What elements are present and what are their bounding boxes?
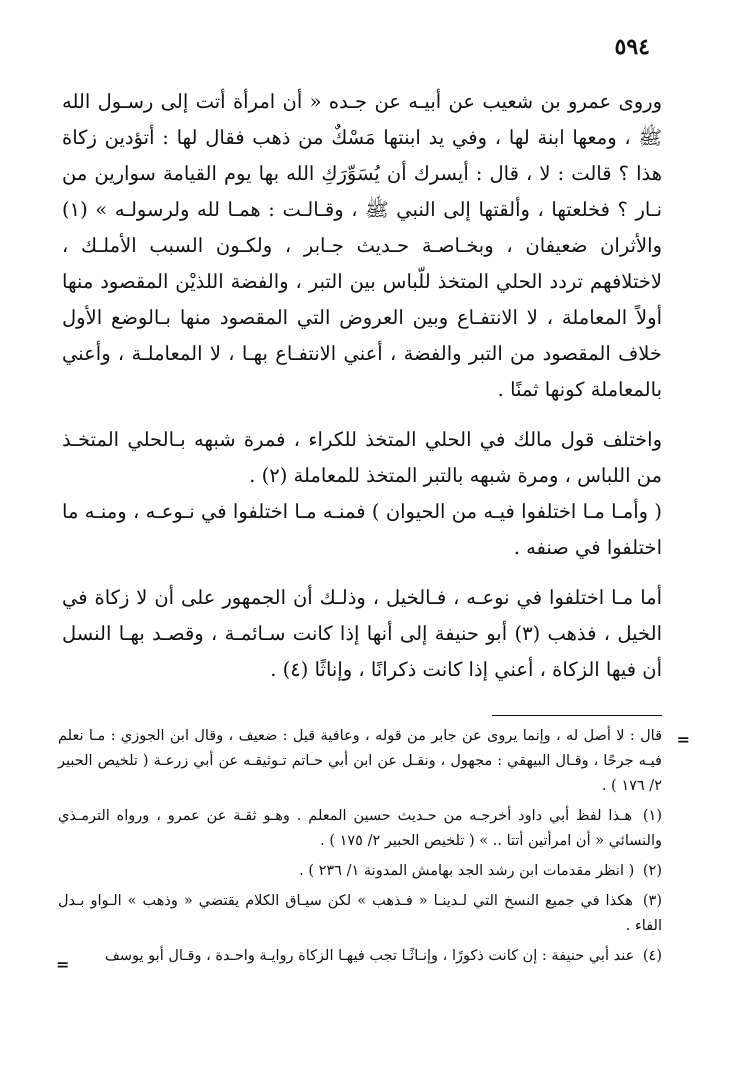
footnote-number: (٤) — [642, 948, 662, 964]
footnote-4 — [58, 944, 662, 969]
footnote-text: قال : لا أصل له ، وإنما يروى عن جابر من قوله ، وعافية قيل : ضعيف ، وقال ابن الجوزي : مـا نعلم فيـه جرحًا ، وقـال البيهقي : مجهول ، ونقـل عن ابن أبي حـاتم تـوثيقـه عن أبي زرعـة ( تلخيص الحبير ٢/ ١٧٦ ) . — [58, 728, 662, 794]
paragraph-2: واختلف قول مالك في الحلي المتخذ للكراء ، فمرة شبهه بـالحلي المتخـذ من اللباس ، ومرة شبهه بالتبر المتخذ للمعاملة (٢) . — [62, 428, 662, 487]
footnotes — [58, 724, 662, 974]
page-number: ٥٩٤ — [614, 34, 650, 60]
footnote-number: (٢) — [642, 863, 662, 879]
continuation-mark-top: = — [676, 730, 690, 749]
footnote-text: هكذا في جميع النسخ التي لـدينـا « فـذهب » لكن سيـاق الكلام يقتضي « وذهب » الـواو بـدل الفاء . — [58, 893, 662, 934]
footnote-2 — [58, 859, 662, 884]
footnote-1 — [58, 804, 662, 854]
footnote-text: عند أبي حنيفة : إن كانت ذكورًا ، وإنـاثًـا تجب فيهـا الزكاة روايـة واحـدة ، وقـال أبو يوسف — [104, 948, 635, 964]
footnote-3 — [58, 889, 662, 939]
paragraph-1: وروى عمرو بن شعيب عن أبيـه عن جـده « أن امرأة أتت إلى رسـول الله ﷺ ، ومعها ابنة لها ، وفي يد ابنتها مَسْكٌ من ذهب فقال لها : أتؤدين زكاة هذا ؟ قالت : لا ، قال : أيسرك أن يُسَوِّرَكِ الله بها يوم القيامة سوارين من نـار ؟ فخلعتها ، وألقتها إلى النبي ﷺ ، وقـالـت : همـا لله ولرسولـه » (١) والأثران ضعيفان ، وبخـاصـة حـديث جـابر ، ولكـون السبب الأملـك ، لاختلافهم تردد الحلي المتخذ للّباس بين التبر ، والفضة اللذيْن المقصود منها أولاً المعاملة ، لا الانتفـاع وبين العروض التي المقصود منها بـالوضع الأول خلاف المقصود من التبر والفضة ، أعني الانتفـاع بهـا ، لا المعاملـة ، وأعني بالمعاملة كونها ثمنًا . — [62, 90, 662, 401]
footnote-separator — [492, 715, 662, 716]
paragraph-4: أما مـا اختلفوا في نوعـه ، فـالخيل ، وذلـك أن الجمهور على أن لا زكاة في الخيل ، فذهب (٣) أبو حنيفة إلى أنها إذا كانت سـائمـة ، وقصـد بهـا النسل أن فيها الزكاة ، أعني إذا كانت ذكرانًا ، وإناثًا (٤) . — [62, 586, 662, 681]
footnote-text: ( انظر مقدمات ابن رشد الجد بهامش المدونة ١/ ٢٣٦ ) . — [299, 863, 635, 879]
footnote-number: (٣) — [642, 893, 663, 909]
paragraph-3: ( وأمـا مـا اختلفوا فيـه من الحيوان ) فمنـه مـا اختلفوا في نـوعـه ، ومنـه ما اختلفوا في صنفه . — [62, 500, 662, 559]
continuation-mark-bottom: = — [56, 955, 70, 974]
footnote-continued — [58, 724, 662, 799]
footnote-number: (١) — [642, 808, 662, 824]
footnote-text: هـذا لفظ أبي داود أخرجـه من حـديث حسين المعلم . وهـو ثقـة عن عمرو ، ورواه الترمـذي والنسائي « أن امرأتين أتتا .. » ( تلخيص الحبير ٢/ ١٧٥ ) . — [58, 808, 662, 849]
main-text — [62, 84, 662, 688]
